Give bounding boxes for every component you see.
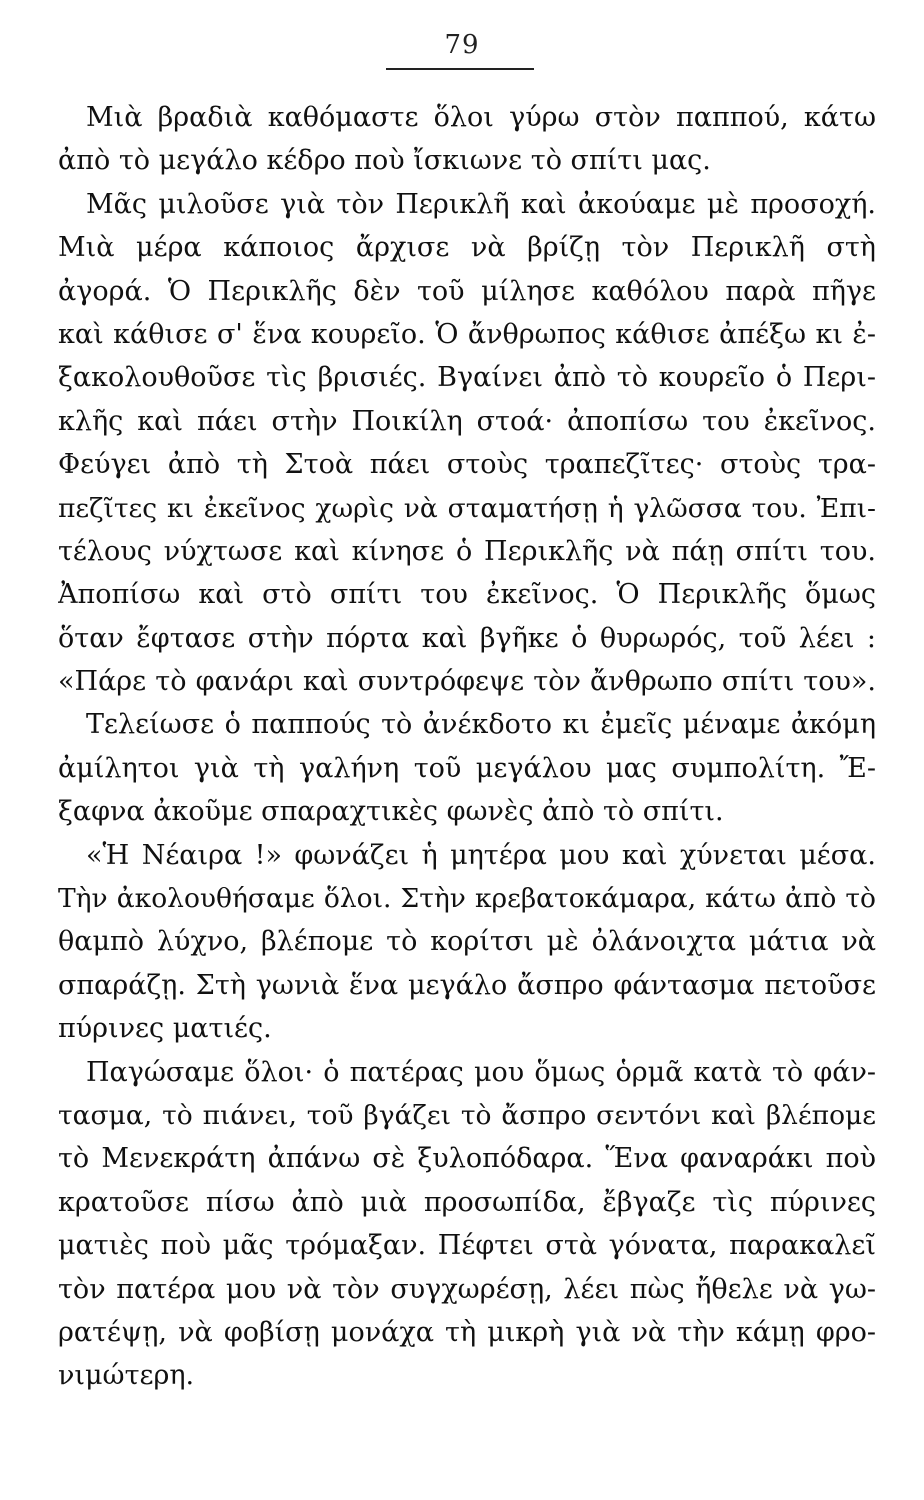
- page-number: 79: [444, 30, 480, 60]
- text-line: κλῆς καὶ πάει στὴν Ποικίλη στοά· ἀποπίσω του ἐκεῖνος.: [58, 405, 876, 437]
- text-line: ξακολουθοῦσε τὶς βρισιές. Βγαίνει ἀπὸ τὸ κουρεῖο ὁ Περι-: [58, 362, 876, 394]
- text-line: Παγώσαμε ὅλοι· ὁ πατέρας μου ὅμως ὁρμᾶ κατὰ τὸ φάν-: [86, 1056, 876, 1088]
- text-line: Φεύγει ἀπὸ τὴ Στοὰ πάει στοὺς τραπεζῖτες· στοὺς τρα-: [58, 449, 876, 481]
- header-rule: [386, 68, 534, 70]
- text-line: ματιὲς ποὺ μᾶς τρόμαξαν. Πέφτει στὰ γόνατα, παρακαλεῖ: [58, 1230, 876, 1262]
- text-line: πεζῖτες κι ἐκεῖνος χωρὶς νὰ σταματήσῃ ἡ γλῶσσα του. Ἐπι-: [58, 492, 876, 524]
- text-line: Τελείωσε ὁ παππούς τὸ ἀνέκδοτο κι ἐμεῖς μέναμε ἀκόμη: [86, 709, 876, 741]
- text-line: τὸν πατέρα μου νὰ τὸν συγχωρέσῃ, λέει πὼς ἤθελε νὰ γω-: [58, 1273, 876, 1305]
- text-line: ἀγορά. Ὁ Περικλῆς δὲν τοῦ μίλησε καθόλου παρὰ πῆγε: [58, 275, 876, 307]
- text-line: Ἀποπίσω καὶ στὸ σπίτι του ἐκεῖνος. Ὁ Περικλῆς ὅμως: [58, 579, 876, 611]
- text-line: πύρινες ματιές.: [58, 1013, 272, 1045]
- text-line: ἀπὸ τὸ μεγάλο κέδρο ποὺ ἴσκιωνε τὸ σπίτι μας.: [58, 145, 711, 177]
- text-line: τέλους νύχτωσε καὶ κίνησε ὁ Περικλῆς νὰ πάῃ σπίτι του.: [58, 535, 876, 567]
- text-line: Μιὰ μέρα κάποιος ἄρχισε νὰ βρίζῃ τὸν Περικλῆ στὴ: [58, 232, 876, 264]
- text-line: νιμώτερη.: [58, 1360, 195, 1392]
- text-line: ρατέψῃ, νὰ φοβίσῃ μονάχα τὴ μικρὴ γιὰ νὰ τὴν κάμῃ φρο-: [58, 1316, 876, 1348]
- text-line: ἀμίλητοι γιὰ τὴ γαλήνη τοῦ μεγάλου μας συμπολίτη. Ἔ-: [58, 752, 876, 784]
- text-line: κρατοῦσε πίσω ἀπὸ μιὰ προσωπίδα, ἔβγαζε τὶς πύρινες: [58, 1186, 876, 1218]
- text-line: «Ἡ Νέαιρα !» φωνάζει ἡ μητέρα μου καὶ χύνεται μέσα.: [86, 839, 876, 871]
- text-line: «Πάρε τὸ φανάρι καὶ συντρόφεψε τὸν ἄνθρωπο σπίτι του».: [58, 666, 876, 698]
- text-line: ξαφνα ἀκοῦμε σπαραχτικὲς φωνὲς ἀπὸ τὸ σπίτι.: [58, 796, 724, 828]
- text-line: τὸ Μενεκράτη ἀπάνω σὲ ξυλοπόδαρα. Ἕνα φαναράκι ποὺ: [58, 1143, 876, 1175]
- text-line: Μᾶς μιλοῦσε γιὰ τὸν Περικλῆ καὶ ἀκούαμε μὲ προσοχή.: [86, 188, 876, 220]
- body-text: [58, 96, 876, 1398]
- text-line: καὶ κάθισε σ' ἕνα κουρεῖο. Ὁ ἄνθρωπος κάθισε ἀπέξω κι ἐ-: [58, 318, 876, 350]
- text-line: Μιὰ βραδιὰ καθόμαστε ὅλοι γύρω στὸν παππού, κάτω: [86, 102, 876, 133]
- text-line: Τὴν ἀκολουθήσαμε ὅλοι. Στὴν κρεβατοκάμαρα, κάτω ἀπὸ τὸ: [58, 883, 876, 915]
- text-line: σπαράζῃ. Στὴ γωνιὰ ἕνα μεγάλο ἄσπρο φάντασμα πετοῦσε: [58, 969, 876, 1001]
- text-line: θαμπὸ λύχνο, βλέπομε τὸ κορίτσι μὲ ὀλάνοιχτα μάτια νὰ: [58, 926, 876, 958]
- text-line: τασμα, τὸ πιάνει, τοῦ βγάζει τὸ ἄσπρο σεντόνι καὶ βλέπομε: [58, 1099, 876, 1131]
- text-line: ὅταν ἔφτασε στὴν πόρτα καὶ βγῆκε ὁ θυρωρός, τοῦ λέει :: [58, 622, 876, 654]
